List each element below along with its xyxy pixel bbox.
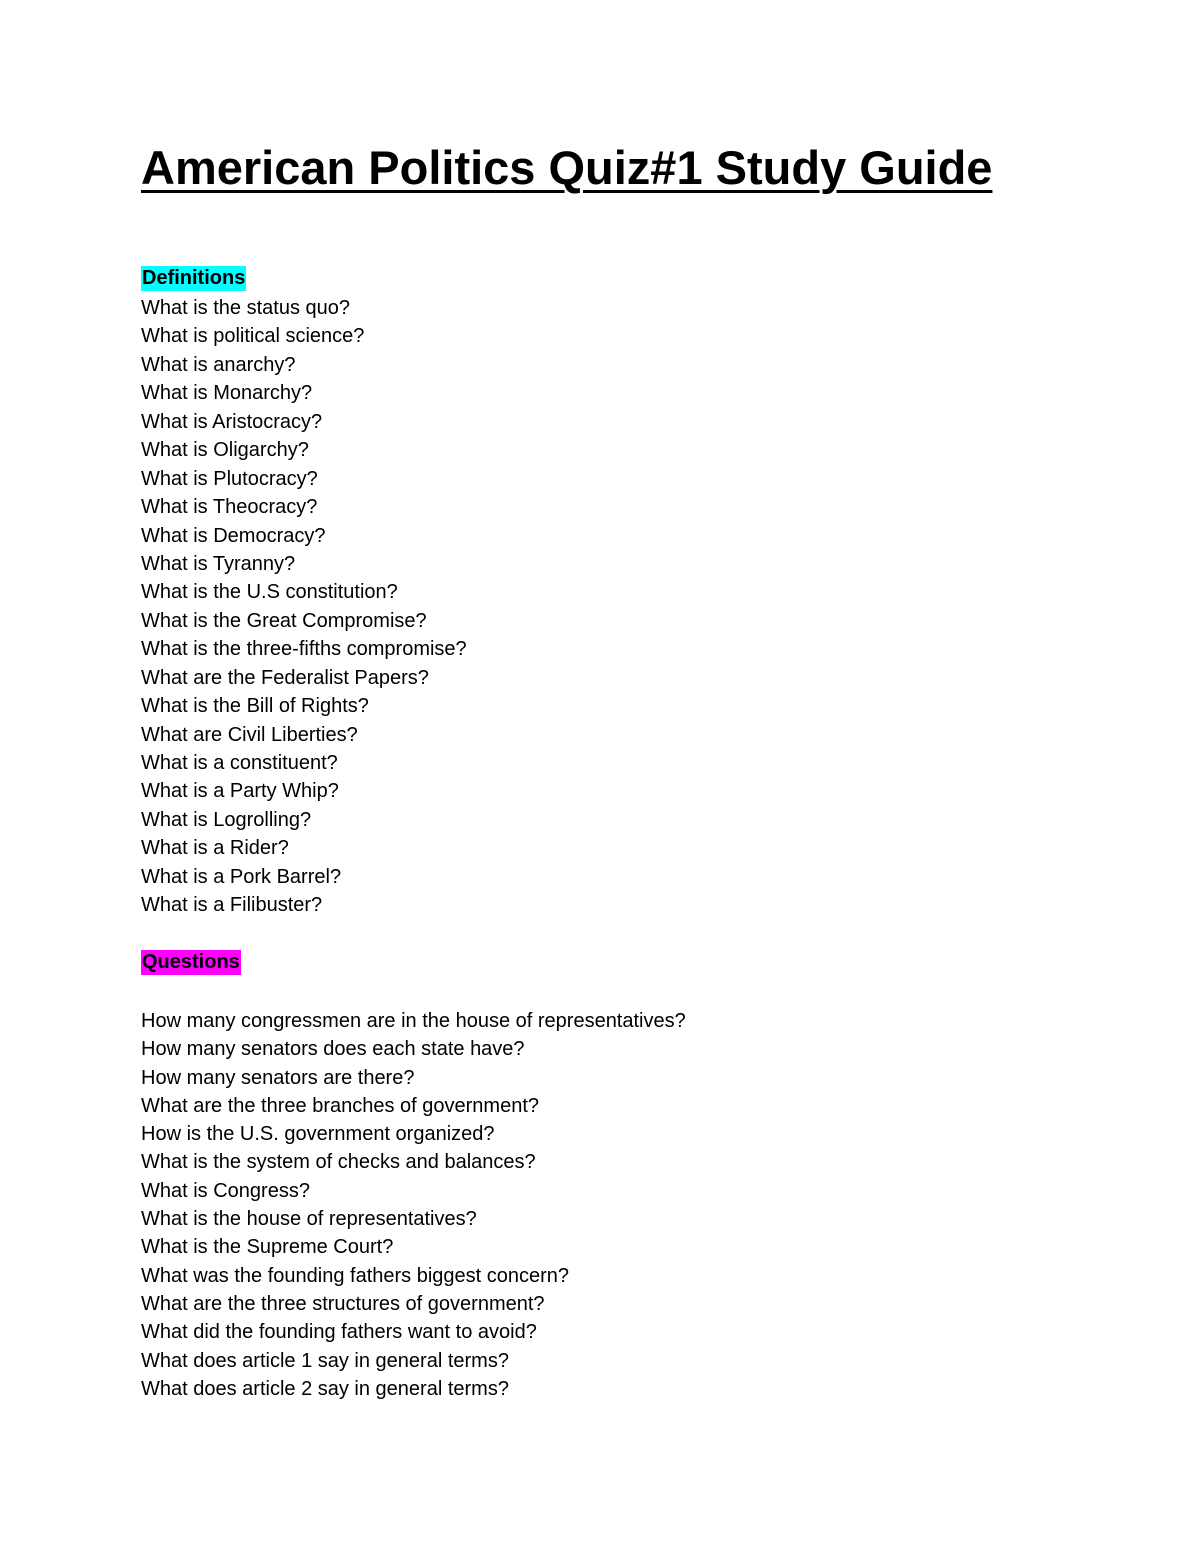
questions-item: What did the founding fathers want to avoid? xyxy=(141,1321,537,1344)
questions-item: What is Congress? xyxy=(141,1179,310,1202)
questions-item: What does article 1 say in general terms? xyxy=(141,1349,509,1372)
definitions-item: What is Theocracy? xyxy=(141,496,318,519)
definitions-item: What is a constituent? xyxy=(141,752,338,774)
definitions-item: What is the status quo? xyxy=(141,297,351,319)
questions-item: What are the three branches of government? xyxy=(141,1094,540,1117)
definitions-item: What is a Party Whip? xyxy=(141,780,339,803)
definitions-item: What is the Great Compromise? xyxy=(141,609,427,632)
questions-list xyxy=(141,1007,686,1403)
definitions-item: What is a Rider? xyxy=(141,837,289,860)
questions-item: What was the founding fathers biggest concern? xyxy=(141,1264,570,1287)
definitions-item: What is the three-fifths compromise? xyxy=(141,638,467,661)
definitions-item: What is Aristocracy? xyxy=(141,410,323,433)
definitions-heading: Definitions xyxy=(142,267,246,289)
definitions-list xyxy=(141,294,467,920)
definitions-item: What is Monarchy? xyxy=(141,382,313,405)
questions-item: What is the system of checks and balances? xyxy=(141,1151,536,1174)
questions-item: How many senators does each state have? xyxy=(141,1038,525,1061)
questions-item: How is the U.S. government organized? xyxy=(141,1123,495,1146)
questions-item: What are the three structures of government? xyxy=(141,1292,545,1315)
questions-item: How many senators are there? xyxy=(141,1066,415,1089)
definitions-item: What is Logrolling? xyxy=(141,808,312,831)
definitions-item: What is Oligarchy? xyxy=(141,439,309,462)
definitions-item: What is Tyranny? xyxy=(141,552,296,575)
definitions-item: What is political science? xyxy=(141,325,365,348)
questions-item: What does article 2 say in general terms? xyxy=(141,1377,509,1400)
questions-item: How many congressmen are in the house of representatives? xyxy=(141,1010,686,1032)
questions-heading: Questions xyxy=(142,951,240,973)
definitions-item: What is a Filibuster? xyxy=(141,894,323,917)
questions-item: What is the house of representatives? xyxy=(141,1208,477,1231)
questions-item: What is the Supreme Court? xyxy=(141,1236,394,1259)
document-title: American Politics Quiz#1 Study Guide xyxy=(141,141,993,194)
definitions-item: What is anarchy? xyxy=(141,353,296,376)
definitions-item: What is the Bill of Rights? xyxy=(141,695,369,718)
definitions-item: What are the Federalist Papers? xyxy=(141,666,429,689)
definitions-item: What is a Pork Barrel? xyxy=(141,865,342,888)
definitions-item: What are Civil Liberties? xyxy=(141,723,358,746)
definitions-item: What is Democracy? xyxy=(141,524,326,547)
definitions-item: What is Plutocracy? xyxy=(141,467,318,490)
definitions-item: What is the U.S constitution? xyxy=(141,581,398,604)
